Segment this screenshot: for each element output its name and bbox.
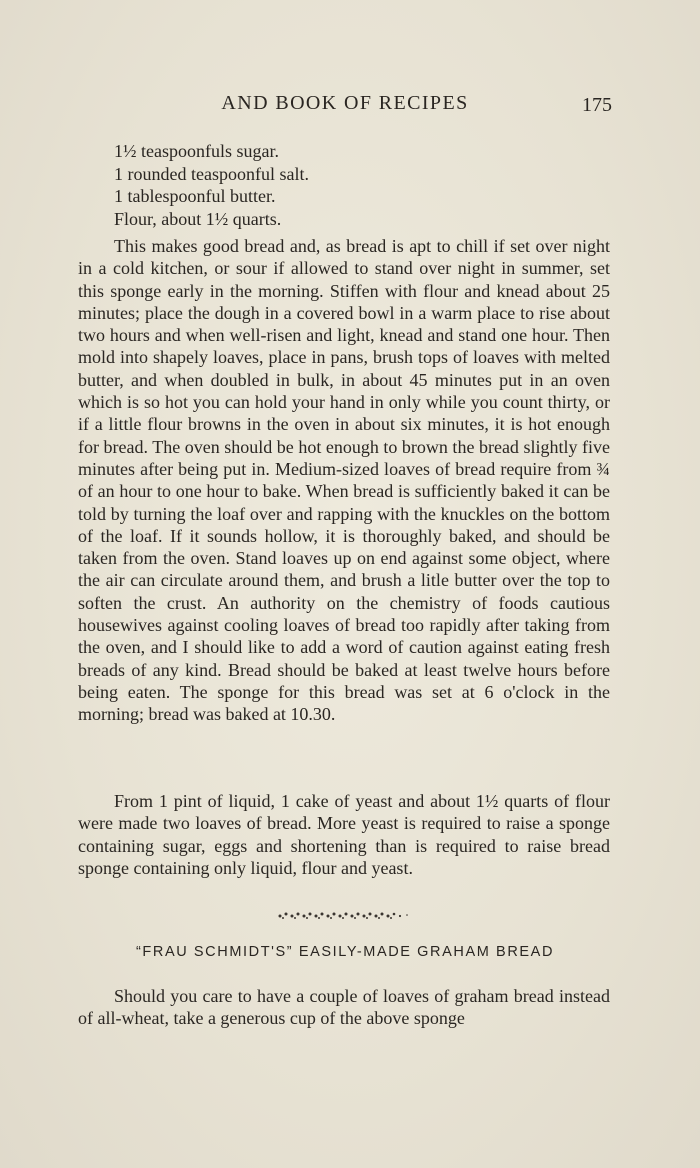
- running-title: AND BOOK OF RECIPES: [221, 92, 469, 114]
- page-number: 175: [582, 94, 612, 116]
- running-head: [78, 92, 612, 122]
- ornament-divider: [270, 906, 420, 926]
- ingredient-list: [114, 140, 309, 230]
- ingredient-line: 1½ teaspoonfuls sugar.: [114, 141, 279, 161]
- ingredient-line: 1 tablespoonful butter.: [114, 186, 276, 207]
- section-opening-paragraph: Should you care to have a couple of loaves of graham bread instead of all-wheat, take a generous cup of the above sponge: [78, 986, 610, 1029]
- ingredient-line: Flour, about 1½ quarts.: [114, 208, 282, 229]
- ingredient-line: 1 rounded teaspoonful salt.: [114, 163, 309, 184]
- body-paragraph: From 1 pint of liquid, 1 cake of yeast and about 1½ quarts of flour were made two loaves of bread. More yeast is required to raise a sponge containing sugar, eggs and shortening than is required to raise bread sponge containing only liquid, flour and yeast.: [78, 791, 610, 879]
- body-paragraph: This makes good bread and, as bread is apt to chill if set over night in a cold kitchen, or sour if allowed to stand over night in summer, set this sponge early in the morning. Stiffen with flour and knead about 25 minutes; place the dough in a covered bowl in a warm place to rise about two hours and when well-risen and light, knead and stand one hour. Then mold into shapely loaves, place in pans, brush tops of loaves with melted butter, and when doubled in bulk, in about 45 minutes put in an oven which is so hot you can hold your hand in only while you count thirty, or if a little flour browns in the oven in about six minutes, it is hot enough for bread. The oven should be hot enough to brown the bread slightly five minutes after being put in. Medium-sized loaves of bread require from ¾ of an hour to one hour to bake. When bread is sufficiently baked it can be told by turning the loaf over and rapping with the knuckles on the bottom of the loaf. If it sounds hollow, it is thoroughly baked, and should be taken from the oven. Stand loaves up on end against some object, where the air can circulate around them, and brush a litle butter over the top to soften the crust. An authority on the chemistry of foods cautious housewives against cooling loaves of bread too rapidly after taking from the oven, and I should like to add a word of caution against eating fresh breads of any kind. Bread should be baked at least twelve hours before being eaten. The sponge for this bread was set at 6 o'clock in the morning; bread was baked at 10.30.: [78, 236, 610, 725]
- section-heading: “FRAU SCHMIDT'S” EASILY-MADE GRAHAM BREAD: [135, 944, 555, 960]
